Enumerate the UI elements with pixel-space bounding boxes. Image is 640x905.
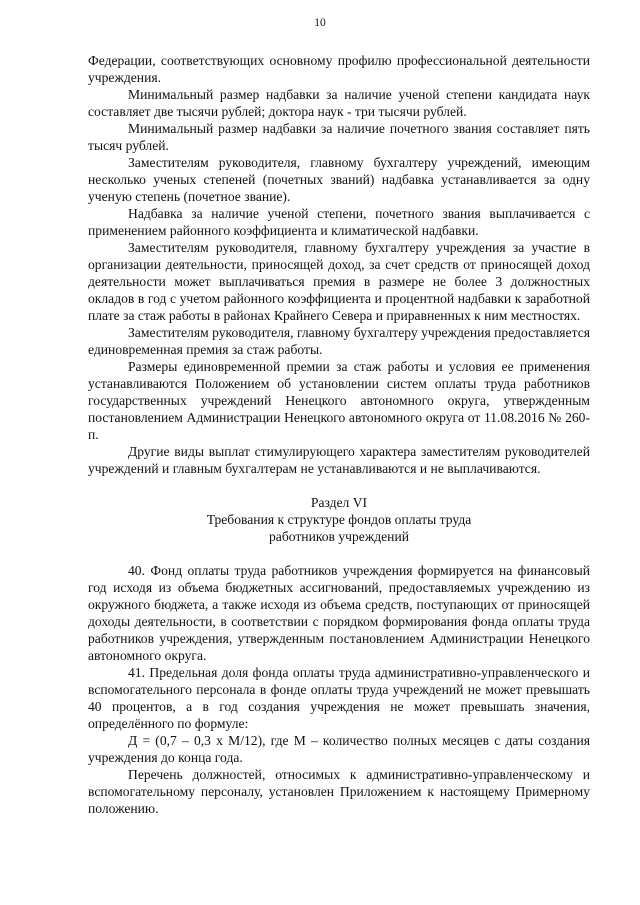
- paragraph: Размеры единовременной премии за стаж работы и условия ее применения устанавливаются Положением об установлении систем оплаты труда работников государственных учреждений Ненецкого автономного округа, утвержденным постановлением Администрации Ненецкого автономного округа от 11.08.2016 № 260-п.: [88, 359, 590, 442]
- paragraph: Надбавка за наличие ученой степени, почетного звания выплачивается с применением районного коэффициента и климатической надбавки.: [88, 206, 590, 238]
- section-number: Раздел VI: [310, 495, 368, 510]
- paragraph-continuation: Федерации, соответствующих основному профилю профессиональной деятельности учреждения.: [88, 53, 590, 85]
- section-title-line-1: Требования к структуре фондов оплаты труда: [206, 512, 472, 527]
- paragraph-item-41: 41. Предельная доля фонда оплаты труда административно-управленческого и вспомогательного персонала в фонде оплаты труда учреждений не может превышать 40 процентов, а в год создания учреждения не может превышать значения, определённого по формуле:: [88, 665, 590, 731]
- paragraph: Заместителям руководителя, главному бухгалтеру учреждения за участие в организации деятельности, приносящей доход, за счет средств от приносящей доход деятельности может выплачиваться премия в размере не более 3 должностных окладов в год с учетом районного коэффициента и процентной надбавки к заработной плате за стаж работы в районах Крайнего Севера и приравненных к ним местностях.: [88, 240, 590, 323]
- document-body: [88, 52, 590, 817]
- formula-paragraph: Д = (0,7 – 0,3 х М/12), где М – количество полных месяцев с даты создания учреждения до конца года.: [88, 733, 590, 765]
- section-title-line-2: работников учреждений: [268, 529, 409, 544]
- paragraph: Заместителям руководителя, главному бухгалтеру учреждений, имеющим несколько ученых степеней (почетных званий) надбавка устанавливается за одну ученую степень (почетное звание).: [88, 155, 590, 204]
- paragraph: Минимальный размер надбавки за наличие ученой степени кандидата наук составляет две тысячи рублей; доктора наук - три тысячи рублей.: [88, 87, 590, 119]
- paragraph-item-40: 40. Фонд оплаты труда работников учреждения формируется на финансовый год исходя из объема бюджетных ассигнований, предоставляемых учреждению из окружного бюджета, а также исходя из объема средств, поступающих от приносящей доходы деятельности, в соответствии с порядком формирования фонда оплаты труда работников учреждения, утвержденным постановлением Администрации Ненецкого автономного округа.: [88, 563, 590, 663]
- paragraph: Заместителям руководителя, главному бухгалтеру учреждения предоставляется единовременная премия за стаж работы.: [88, 325, 590, 357]
- paragraph: Минимальный размер надбавки за наличие почетного звания составляет пять тысяч рублей.: [88, 121, 590, 153]
- paragraph: Другие виды выплат стимулирующего характера заместителям руководителей учреждений и главным бухгалтерам не устанавливаются и не выплачиваются.: [88, 444, 590, 476]
- page-number: 10: [314, 17, 326, 29]
- paragraph: Перечень должностей, относимых к административно-управленческому и вспомогательному персоналу, установлен Приложением к настоящему Примерному положению.: [88, 767, 590, 816]
